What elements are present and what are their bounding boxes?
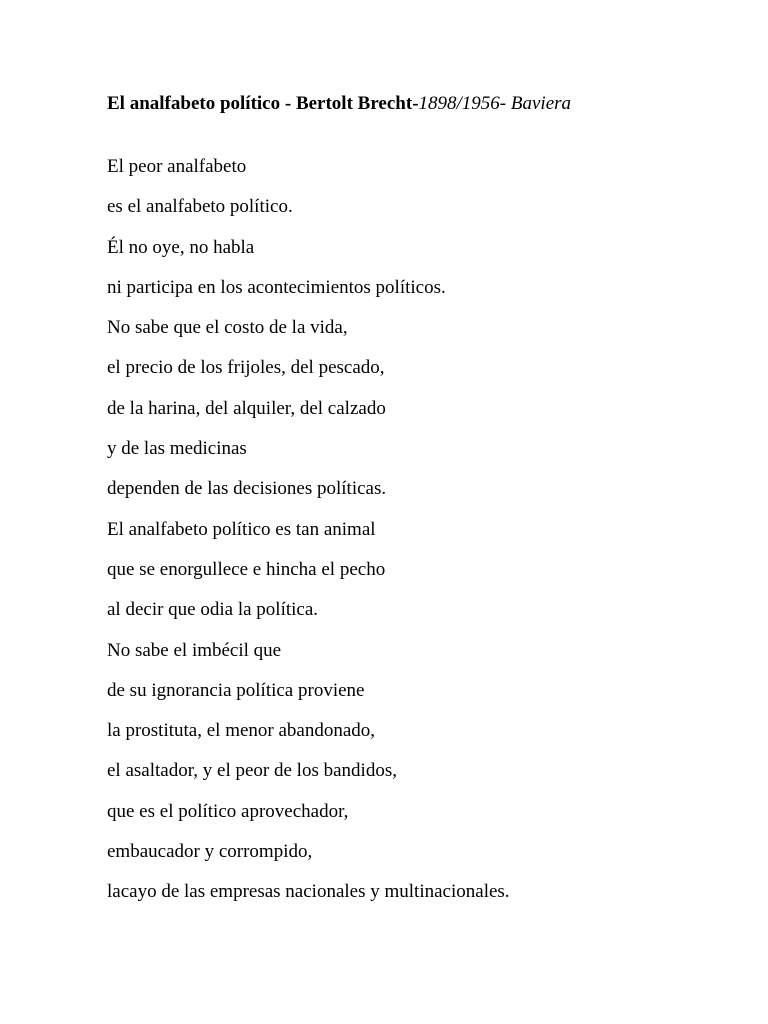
poem-line: que es el político aprovechador, [107,800,349,822]
poem-line: El analfabeto político es tan animal [107,518,376,540]
poem-line: embaucador y corrompido, [107,841,313,863]
poem-line: la prostituta, el menor abandonado, [107,720,376,742]
poem-line: que se enorgullece e hincha el pecho [107,558,386,580]
poem-line: ni participa en los acontecimientos políticos. [107,276,446,298]
poem-line: el asaltador, y el peor de los bandidos, [107,760,397,782]
poem-line: y de las medicinas [107,438,247,460]
title-bold-text: El analfabeto político - Bertolt Brecht- [107,93,419,114]
document-title [107,92,571,116]
title-italic-text: 1898/1956- Baviera [418,93,572,114]
poem-line: de la harina, del alquiler, del calzado [107,397,386,419]
poem-line: de su ignorancia política proviene [107,679,365,701]
poem-line: dependen de las decisiones políticas. [107,478,387,500]
poem-line: el precio de los frijoles, del pescado, [107,357,385,379]
poem-line: El peor analfabeto [107,156,247,177]
poem-line: es el analfabeto político. [107,196,293,218]
poem-line: No sabe el imbécil que [107,639,282,661]
poem-line: Él no oye, no habla [107,236,255,258]
poem-line: No sabe que el costo de la vida, [107,317,348,339]
poem-body [107,155,510,921]
poem-line: al decir que odia la política. [107,599,319,621]
poem-line: lacayo de las empresas nacionales y multinacionales. [107,881,510,903]
